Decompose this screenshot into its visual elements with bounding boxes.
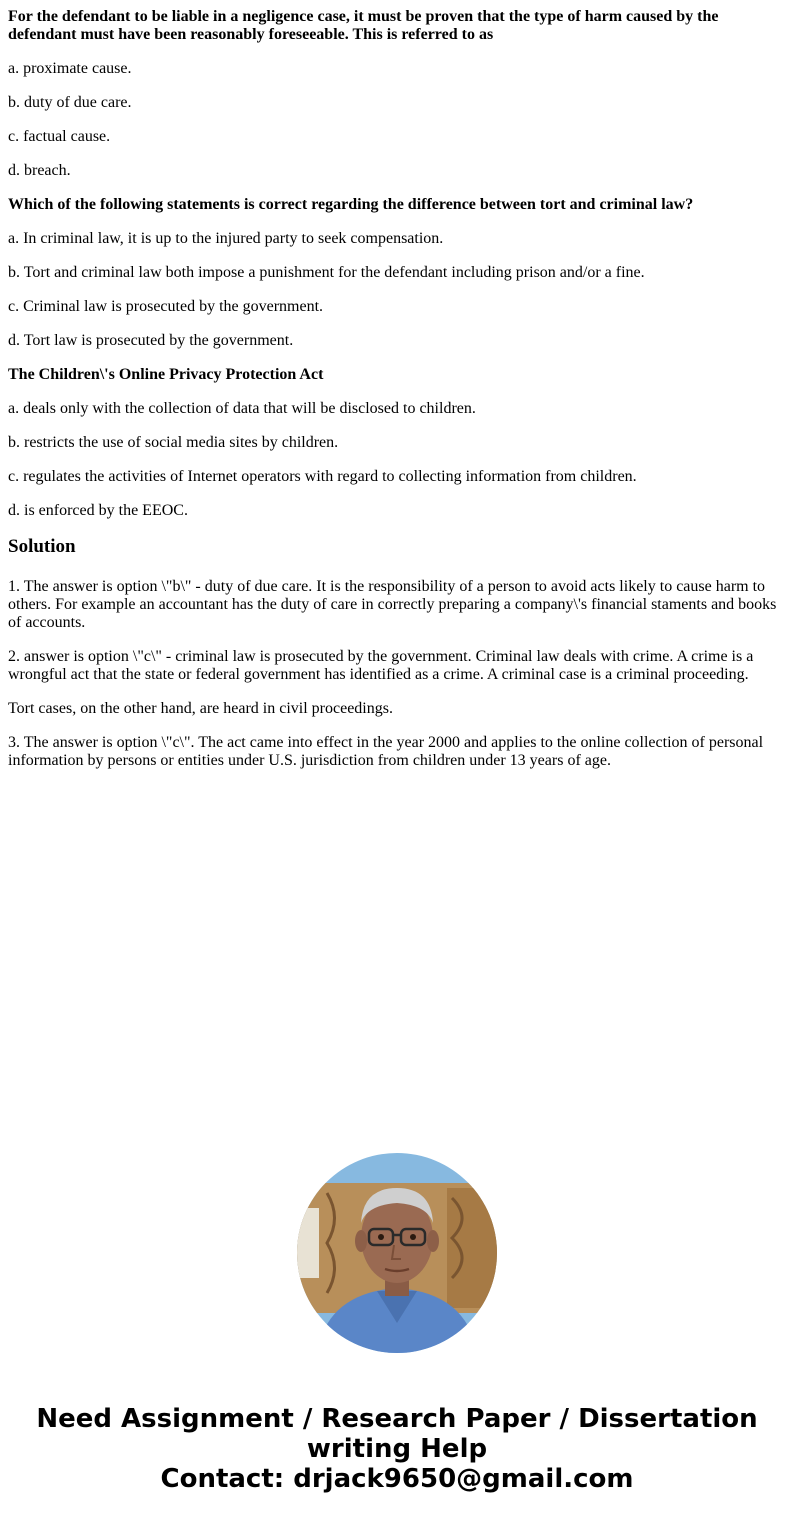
option-c: c. factual cause. [8, 128, 111, 145]
option-d: d. Tort law is prosecuted by the government. [8, 332, 294, 349]
option-c: c. Criminal law is prosecuted by the government. [8, 298, 324, 315]
option-c: c. regulates the activities of Internet operators with regard to collecting information from children. [8, 468, 637, 485]
solution-paragraph: Tort cases, on the other hand, are heard in civil proceedings. [8, 700, 393, 717]
option-d: d. breach. [8, 162, 71, 179]
promo-banner [0, 1404, 794, 1494]
promo-line-1: Need Assignment / Research Paper / Dissertation [36, 1404, 758, 1434]
question-text: For the defendant to be liable in a negligence case, it must be proven that the type of harm caused by the defendant must have been reasonably foreseeable. This is referred to as [8, 8, 719, 43]
promo-line-2: writing Help [306, 1434, 488, 1464]
option-b: b. duty of due care. [8, 94, 132, 111]
question-3 [8, 366, 786, 520]
solution-section [8, 536, 786, 770]
option-b: b. Tort and criminal law both impose a punishment for the defendant including prison and/or a fine. [8, 264, 645, 281]
option-d: d. is enforced by the EEOC. [8, 502, 188, 519]
promo-contact: Contact: drjack9650@gmail.com [160, 1464, 634, 1494]
author-photo-icon [297, 1153, 497, 1353]
option-a: a. In criminal law, it is up to the injured party to seek compensation. [8, 230, 444, 247]
solution-paragraph: 3. The answer is option \"c\". The act came into effect in the year 2000 and applies to the online collection of personal information by persons or entities under U.S. jurisdiction from children under 13 years of age. [8, 734, 764, 769]
author-photo-svg [297, 1153, 497, 1353]
question-2 [8, 196, 786, 350]
question-text: Which of the following statements is correct regarding the difference between tort and criminal law? [8, 196, 694, 213]
option-a: a. deals only with the collection of data that will be disclosed to children. [8, 400, 476, 417]
solution-paragraph: 1. The answer is option \"b\" - duty of due care. It is the responsibility of a person to avoid acts likely to cause harm to others. For example an accountant has the duty of care in correctly preparing a company\'s financial staments and books of accounts. [8, 578, 777, 631]
document-body [8, 8, 786, 786]
option-a: a. proximate cause. [8, 60, 132, 77]
question-1 [8, 8, 786, 180]
solution-heading: Solution [8, 536, 76, 557]
question-text: The Children\'s Online Privacy Protection Act [8, 366, 324, 383]
solution-paragraph: 2. answer is option \"c\" - criminal law is prosecuted by the government. Criminal law deals with crime. A crime is a wrongful act that the state or federal government has identified as a crime. A criminal case is a criminal proceeding. [8, 648, 754, 683]
option-b: b. restricts the use of social media sites by children. [8, 434, 339, 451]
